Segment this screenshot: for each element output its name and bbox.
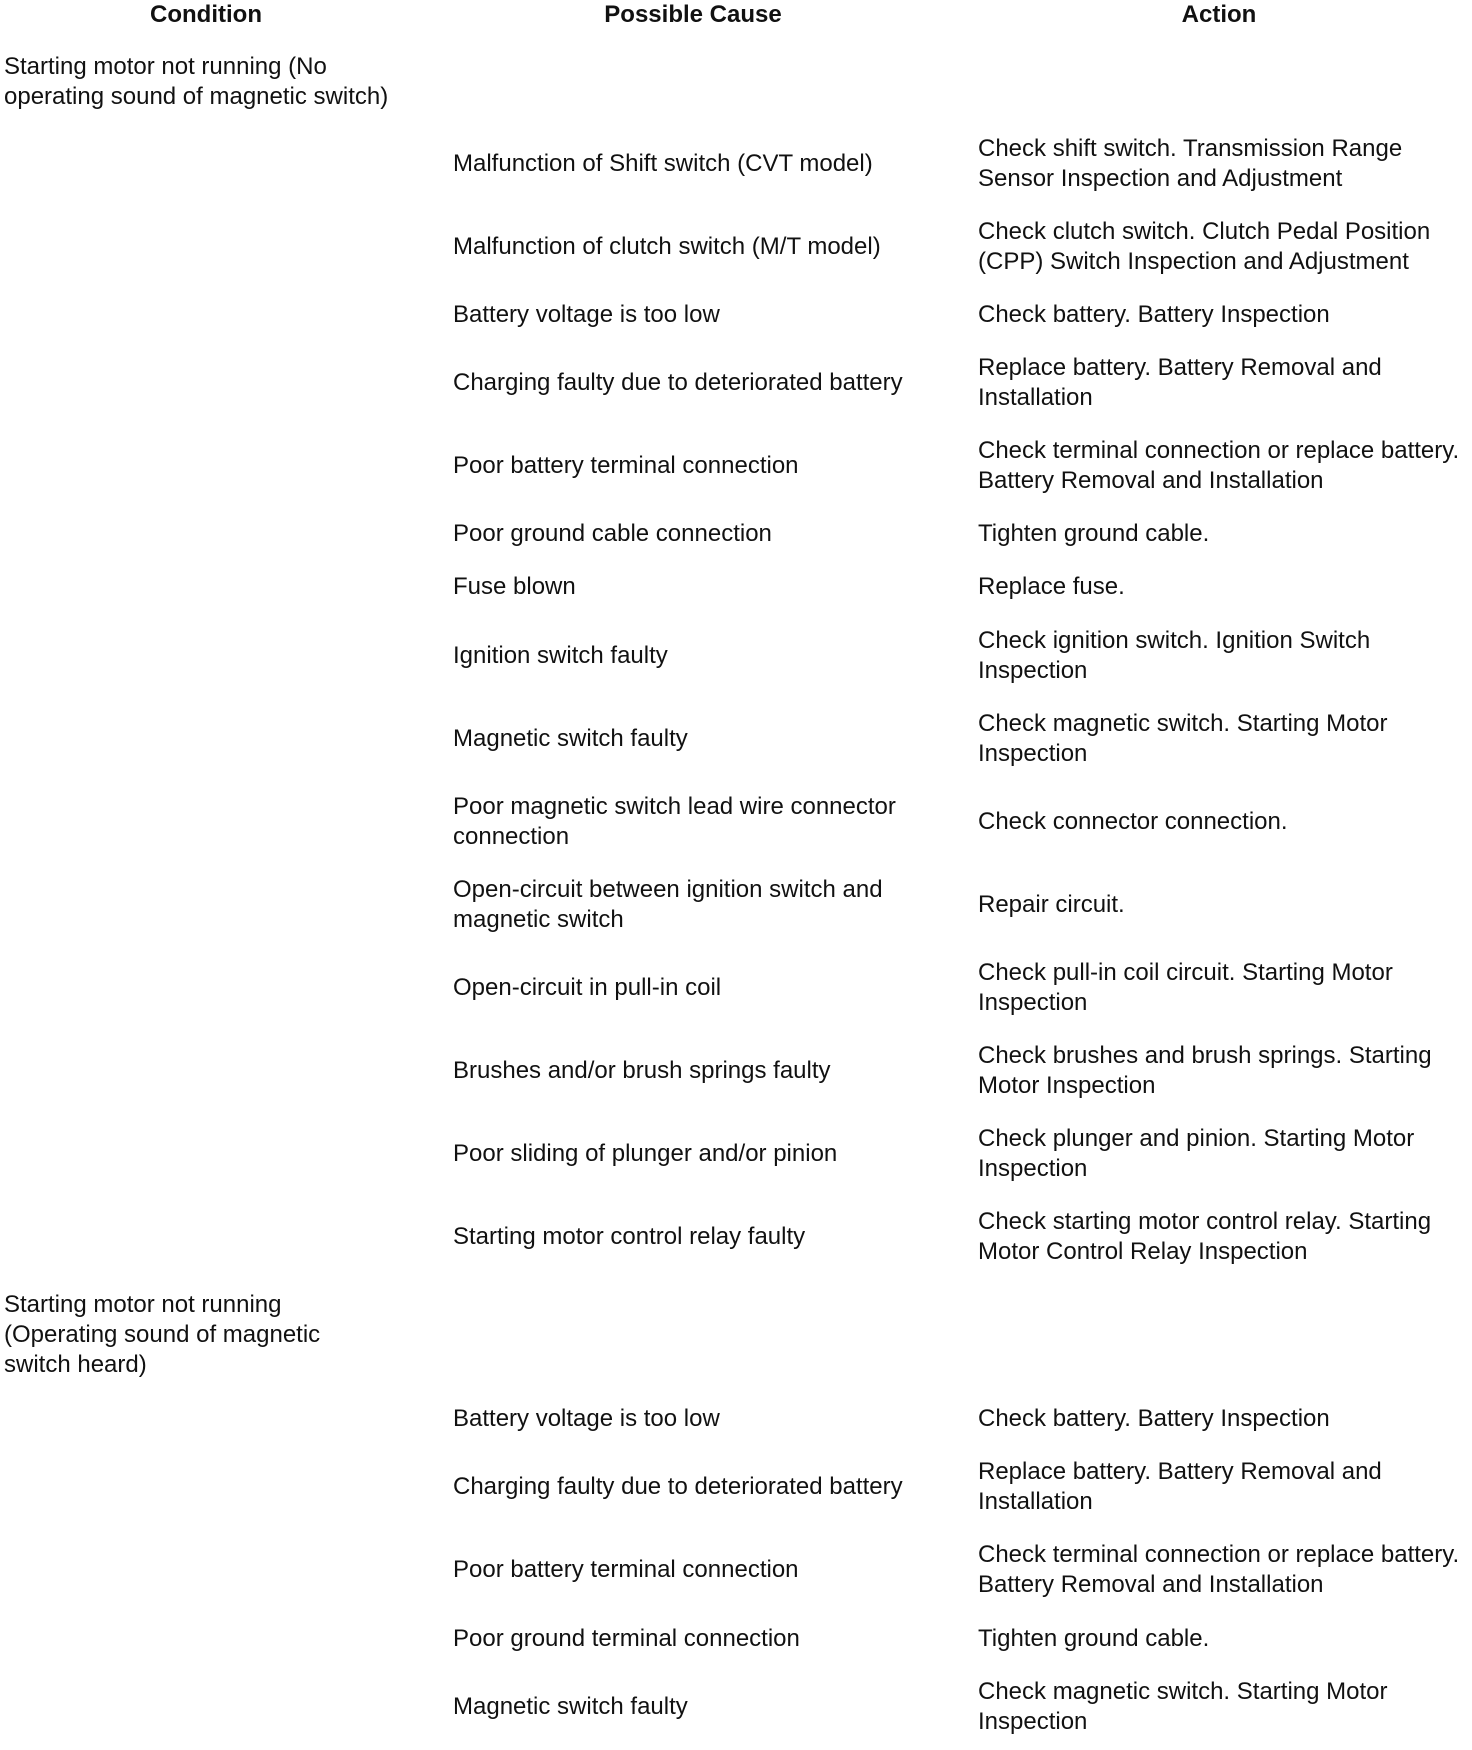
cause-cell: Malfunction of Shift switch (CVT model) [453, 150, 873, 177]
cause-cell: Open-circuit in pull-in coil [453, 974, 722, 1001]
cause-cell: Charging faulty due to deteriorated battery [453, 369, 903, 396]
table-row [0, 792, 1472, 852]
table-row [0, 875, 1472, 935]
condition-no-operating-sound: Starting motor not running (No operating sound of magnetic switch) [4, 53, 389, 110]
table-row [0, 300, 1472, 330]
action-cell: Check ignition switch. Ignition Switch Inspection [978, 627, 1371, 684]
action-cell: Check battery. Battery Inspection [978, 301, 1330, 328]
action-cell: Check plunger and pinion. Starting Motor Inspection [978, 1125, 1415, 1182]
cause-cell: Poor magnetic switch lead wire connector connection [453, 793, 896, 850]
table-row [0, 436, 1472, 496]
action-cell: Repair circuit. [978, 891, 1125, 918]
action-cell: Check connector connection. [978, 808, 1288, 835]
table-row [0, 1124, 1472, 1184]
table-row [0, 709, 1472, 769]
cause-cell: Ignition switch faulty [453, 642, 668, 669]
table-row [0, 1041, 1472, 1101]
action-cell: Replace battery. Battery Removal and Installation [978, 1458, 1382, 1515]
cause-cell: Magnetic switch faulty [453, 1693, 688, 1720]
table-row [0, 958, 1472, 1018]
cause-cell: Starting motor control relay faulty [453, 1223, 806, 1250]
action-cell: Tighten ground cable. [978, 520, 1210, 547]
action-cell: Check pull-in coil circuit. Starting Motor Inspection [978, 959, 1393, 1016]
cause-cell: Open-circuit between ignition switch and magnetic switch [453, 876, 883, 933]
cause-cell: Poor ground terminal connection [453, 1625, 800, 1652]
table-row [0, 134, 1472, 194]
action-cell: Check brushes and brush springs. Starting Motor Inspection [978, 1042, 1432, 1099]
action-cell: Replace fuse. [978, 573, 1125, 600]
table-row [0, 1457, 1472, 1517]
table-row [0, 1624, 1472, 1654]
action-cell: Check magnetic switch. Starting Motor Inspection [978, 1678, 1388, 1735]
cause-cell: Poor ground cable connection [453, 520, 772, 547]
header-action: Action [1181, 1, 1257, 28]
cause-cell: Battery voltage is too low [453, 301, 720, 328]
action-cell: Check magnetic switch. Starting Motor Inspection [978, 710, 1388, 767]
table-row [0, 1677, 1472, 1737]
cause-cell: Charging faulty due to deteriorated battery [453, 1473, 903, 1500]
cause-cell: Brushes and/or brush springs faulty [453, 1057, 831, 1084]
table-row [0, 1540, 1472, 1600]
table-row [0, 626, 1472, 686]
cause-cell: Battery voltage is too low [453, 1405, 720, 1432]
action-cell: Replace battery. Battery Removal and Installation [978, 354, 1382, 411]
table-row [0, 519, 1472, 549]
action-cell: Check terminal connection or replace battery. Battery Removal and Installation [978, 1541, 1460, 1598]
header-condition: Condition [150, 1, 262, 28]
table-row [0, 572, 1472, 602]
action-cell: Check clutch switch. Clutch Pedal Position (CPP) Switch Inspection and Adjustment [978, 218, 1431, 275]
header-possible-cause: Possible Cause [604, 1, 782, 28]
action-cell: Check starting motor control relay. Starting Motor Control Relay Inspection [978, 1208, 1432, 1265]
table-row [0, 353, 1472, 413]
action-cell: Check terminal connection or replace battery. Battery Removal and Installation [978, 437, 1460, 494]
action-cell: Check battery. Battery Inspection [978, 1405, 1330, 1432]
cause-cell: Poor sliding of plunger and/or pinion [453, 1140, 838, 1167]
cause-cell: Magnetic switch faulty [453, 725, 688, 752]
cause-cell: Poor battery terminal connection [453, 1556, 799, 1583]
table-row [0, 1404, 1472, 1434]
cause-cell: Fuse blown [453, 573, 576, 600]
cause-cell: Poor battery terminal connection [453, 452, 799, 479]
cause-cell: Malfunction of clutch switch (M/T model) [453, 233, 881, 260]
table-header [0, 0, 1472, 30]
action-cell: Check shift switch. Transmission Range Sensor Inspection and Adjustment [978, 135, 1403, 192]
table-row [0, 1207, 1472, 1267]
action-cell: Tighten ground cable. [978, 1625, 1210, 1652]
table-row [0, 217, 1472, 277]
condition-operating-sound-heard: Starting motor not running (Operating sound of magnetic switch heard) [4, 1291, 321, 1378]
